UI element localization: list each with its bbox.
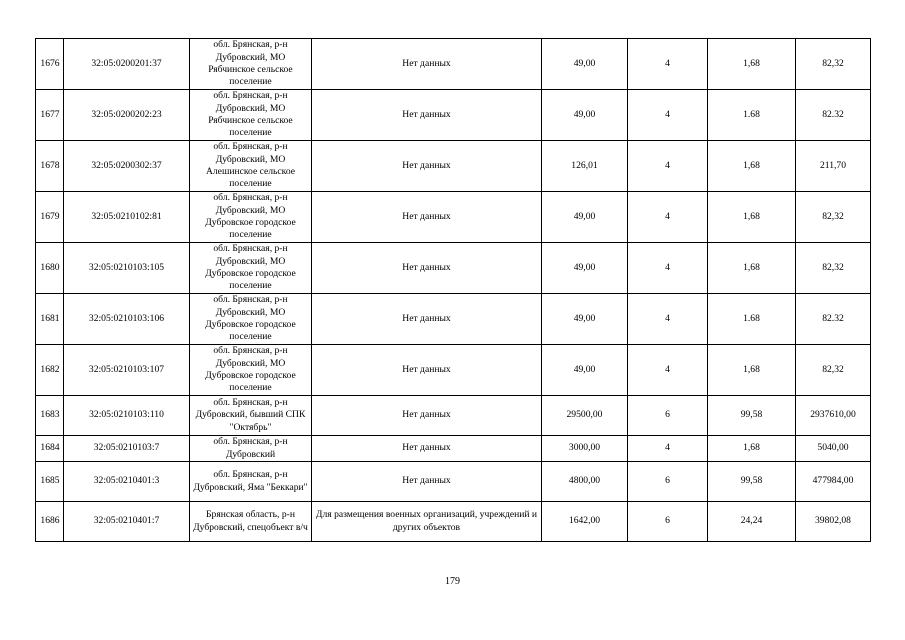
- table-row: [36, 294, 871, 345]
- address-cell: обл. Брянская, р-н Дубровский, МО Дубровское городское поселение: [190, 345, 312, 396]
- address-cell: Брянская область, р-н Дубровский, спецобъект в/ч: [190, 502, 312, 542]
- permitted-use-cell: Для размещения военных организаций, учреждений и других объектов: [312, 502, 542, 542]
- cadastral-value-cell: 82.32: [796, 90, 871, 141]
- permitted-use-cell: Нет данных: [312, 345, 542, 396]
- area-cell: 49,00: [542, 192, 628, 243]
- specific-value-cell: 1,68: [708, 192, 796, 243]
- cadastral-number-cell: 32:05:0210103:7: [64, 436, 190, 462]
- specific-value-cell: 1,68: [708, 141, 796, 192]
- table-row: [36, 396, 871, 436]
- table-row: [36, 192, 871, 243]
- row-number-cell: 1683: [36, 396, 64, 436]
- table-row: [36, 243, 871, 294]
- cadastral-value-cell: 82.32: [796, 294, 871, 345]
- address-cell: обл. Брянская, р-н Дубровский, бывший СПК "Октябрь": [190, 396, 312, 436]
- specific-value-cell: 1,68: [708, 345, 796, 396]
- specific-value-cell: 1,68: [708, 436, 796, 462]
- table-row: [36, 345, 871, 396]
- cadastral-number-cell: 32:05:0200201:37: [64, 39, 190, 90]
- row-number-cell: 1681: [36, 294, 64, 345]
- cadastral-value-cell: 477984,00: [796, 462, 871, 502]
- table-row: [36, 141, 871, 192]
- use-group-cell: 6: [628, 462, 708, 502]
- specific-value-cell: 1,68: [708, 243, 796, 294]
- use-group-cell: 6: [628, 502, 708, 542]
- cadastral-value-cell: 211,70: [796, 141, 871, 192]
- use-group-cell: 4: [628, 345, 708, 396]
- row-number-cell: 1682: [36, 345, 64, 396]
- cadastral-number-cell: 32:05:0210401:3: [64, 462, 190, 502]
- specific-value-cell: 1,68: [708, 39, 796, 90]
- row-number-cell: 1677: [36, 90, 64, 141]
- area-cell: 49,00: [542, 294, 628, 345]
- permitted-use-cell: Нет данных: [312, 396, 542, 436]
- specific-value-cell: 1.68: [708, 294, 796, 345]
- row-number-cell: 1685: [36, 462, 64, 502]
- table-row: [36, 436, 871, 462]
- row-number-cell: 1686: [36, 502, 64, 542]
- address-cell: обл. Брянская, р-н Дубровский, МО Дубровское городское поселение: [190, 294, 312, 345]
- use-group-cell: 4: [628, 192, 708, 243]
- cadastral-number-cell: 32:05:0210103:110: [64, 396, 190, 436]
- area-cell: 4800,00: [542, 462, 628, 502]
- permitted-use-cell: Нет данных: [312, 243, 542, 294]
- permitted-use-cell: Нет данных: [312, 39, 542, 90]
- area-cell: 29500,00: [542, 396, 628, 436]
- use-group-cell: 4: [628, 243, 708, 294]
- specific-value-cell: 99,58: [708, 396, 796, 436]
- table-row: [36, 462, 871, 502]
- cadastral-number-cell: 32:05:0200302:37: [64, 141, 190, 192]
- cadastral-value-table: [35, 38, 871, 542]
- row-number-cell: 1684: [36, 436, 64, 462]
- use-group-cell: 6: [628, 396, 708, 436]
- address-cell: обл. Брянская, р-н Дубровский, МО Рябчинское сельское поселение: [190, 39, 312, 90]
- area-cell: 3000,00: [542, 436, 628, 462]
- use-group-cell: 4: [628, 294, 708, 345]
- address-cell: обл. Брянская, р-н Дубровский: [190, 436, 312, 462]
- table-row: [36, 39, 871, 90]
- use-group-cell: 4: [628, 141, 708, 192]
- permitted-use-cell: Нет данных: [312, 462, 542, 502]
- specific-value-cell: 99,58: [708, 462, 796, 502]
- use-group-cell: 4: [628, 436, 708, 462]
- area-cell: 1642,00: [542, 502, 628, 542]
- address-cell: обл. Брянская, р-н Дубровский, МО Дубровское городское поселение: [190, 243, 312, 294]
- specific-value-cell: 1.68: [708, 90, 796, 141]
- table-row: [36, 90, 871, 141]
- cadastral-number-cell: 32:05:0210103:105: [64, 243, 190, 294]
- cadastral-value-cell: 5040,00: [796, 436, 871, 462]
- area-cell: 126,01: [542, 141, 628, 192]
- specific-value-cell: 24,24: [708, 502, 796, 542]
- table-body: [36, 39, 871, 542]
- cadastral-value-cell: 2937610,00: [796, 396, 871, 436]
- cadastral-value-cell: 82,32: [796, 39, 871, 90]
- cadastral-value-cell: 82,32: [796, 243, 871, 294]
- permitted-use-cell: Нет данных: [312, 436, 542, 462]
- row-number-cell: 1676: [36, 39, 64, 90]
- table-row: [36, 502, 871, 542]
- address-cell: обл. Брянская, р-н Дубровский, МО Рябчинское сельское поселение: [190, 90, 312, 141]
- page-number: 179: [445, 576, 460, 587]
- row-number-cell: 1680: [36, 243, 64, 294]
- cadastral-number-cell: 32:05:0210103:106: [64, 294, 190, 345]
- cadastral-value-cell: 82,32: [796, 345, 871, 396]
- cadastral-number-cell: 32:05:0210102:81: [64, 192, 190, 243]
- cadastral-value-cell: 39802,08: [796, 502, 871, 542]
- address-cell: обл. Брянская, р-н Дубровский, МО Алешинское сельское поселение: [190, 141, 312, 192]
- address-cell: обл. Брянская, р-н Дубровский, МО Дубровское городское поселение: [190, 192, 312, 243]
- cadastral-number-cell: 32:05:0210103:107: [64, 345, 190, 396]
- permitted-use-cell: Нет данных: [312, 192, 542, 243]
- cadastral-number-cell: 32:05:0200202:23: [64, 90, 190, 141]
- permitted-use-cell: Нет данных: [312, 294, 542, 345]
- use-group-cell: 4: [628, 90, 708, 141]
- area-cell: 49,00: [542, 39, 628, 90]
- area-cell: 49,00: [542, 345, 628, 396]
- area-cell: 49,00: [542, 90, 628, 141]
- cadastral-value-cell: 82,32: [796, 192, 871, 243]
- use-group-cell: 4: [628, 39, 708, 90]
- cadastral-number-cell: 32:05:0210401:7: [64, 502, 190, 542]
- area-cell: 49,00: [542, 243, 628, 294]
- address-cell: обл. Брянская, р-н Дубровский, Яма "Беккари": [190, 462, 312, 502]
- row-number-cell: 1679: [36, 192, 64, 243]
- permitted-use-cell: Нет данных: [312, 90, 542, 141]
- row-number-cell: 1678: [36, 141, 64, 192]
- permitted-use-cell: Нет данных: [312, 141, 542, 192]
